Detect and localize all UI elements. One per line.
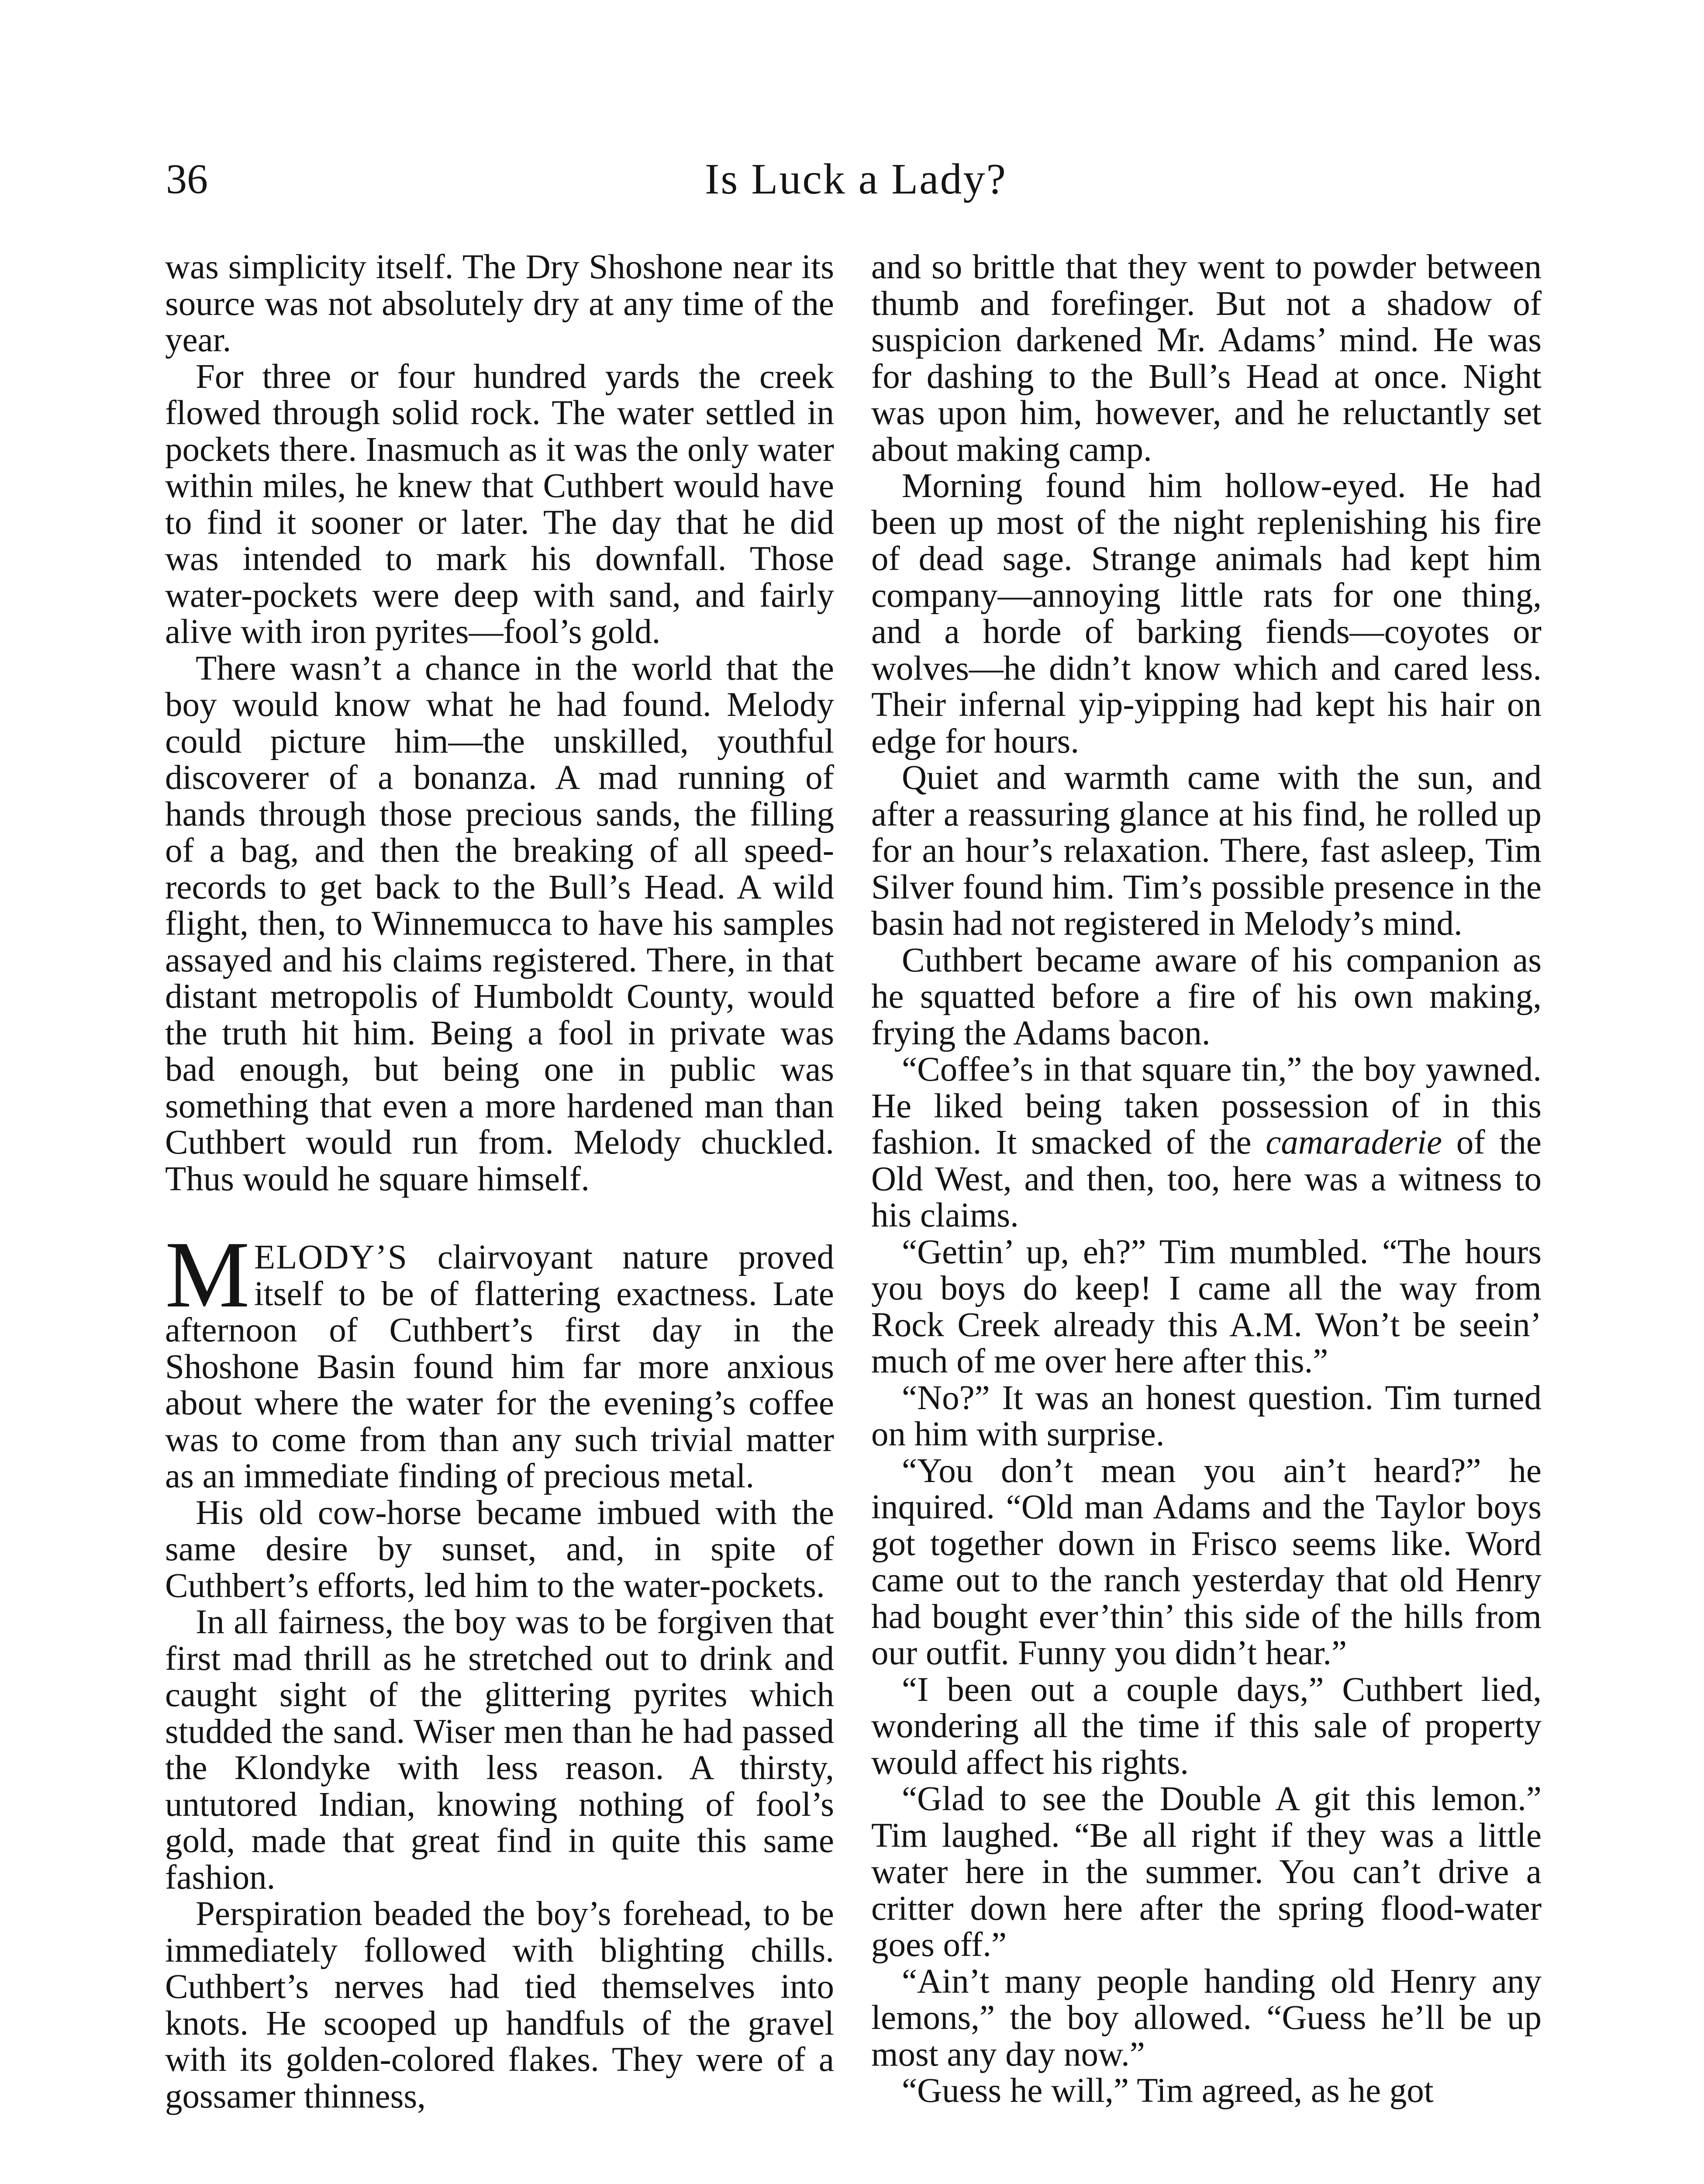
left-column [165, 249, 834, 2115]
lead-small-caps: ELODY’S [254, 1238, 408, 1276]
paragraph: Perspiration beaded the boy’s forehead, to be immediately followed with blighting chills. Cuthbert’s nerves had tied themselves into knots. He scooped up handfuls of the gravel with its golden-colored flakes. They were of a gossamer thinness, [165, 1895, 834, 2115]
italic-word: camaraderie [1266, 1123, 1442, 1161]
paragraph: Quiet and warmth came with the sun, and after a reassuring glance at his find, he rolled up for an hour’s relaxation. There, fast asleep, Tim Silver found him. Tim’s possible presence in the basin had not registered in Melody’s mind. [871, 759, 1542, 943]
paragraph-text: “Coffee’s in that square tin,” the boy yawned. He liked being taken possession of in this fashion. It smacked of the [871, 1051, 1542, 1161]
page-header [166, 149, 1546, 223]
drop-cap-letter: M [165, 1222, 250, 1327]
section-opening-text: clairvoyant nature proved itself to be of flattering exactness. Late afternoon of Cuthbert’s first day in the Shoshone Basin found him far more anxious about where the water for the evening’s coffee was to come from than any such trivial matter as an immediate finding of precious metal. [165, 1238, 834, 1495]
paragraph: For three or four hundred yards the creek flowed through solid rock. The water settled in pockets there. Inasmuch as it was the only water within miles, he knew that Cuthbert would have to find it sooner or later. The day that he did was intended to mark his downfall. Those water-pockets were deep with sand, and fairly alive with iron pyrites—fool’s gold. [165, 357, 834, 651]
paragraph-text: of the Old West, and then, too, here was a witness to his claims. [871, 1123, 1542, 1234]
paragraph: There wasn’t a chance in the world that the boy would know what he had found. Melody could picture him—the unskilled, youthful discoverer of a bonanza. A mad running of hands through those precious sands, the filling of a bag, and then the breaking of all speed-records to get back to the Bull’s Head. A wild flight, then, to Winnemucca to have his samples assayed and his claims registered. There, in that distant metropolis of Humboldt County, would the truth hit him. Being a fool in private was bad enough, but being one in public was something that even a more hardened man than Cuthbert would run from. Melody chuckled. Thus would he square himself. [165, 649, 834, 1198]
paragraph: “Gettin’ up, eh?” Tim mumbled. “The hours you boys do keep! I came all the way from Rock Creek already this A.M. Won’t be seein’ much of me over here after this.” [871, 1233, 1542, 1380]
paragraph: “You don’t mean you ain’t heard?” he inquired. “Old man Adams and the Taylor boys got together down in Frisco seems like. Word came out to the ranch yesterday that old Henry had bought ever’thin’ this side of the hills from our outfit. Funny you didn’t hear.” [871, 1451, 1542, 1672]
paragraph: “Ain’t many people handing old Henry any lemons,” the boy allowed. “Guess he’ll be up most any day now.” [871, 1962, 1542, 2073]
running-title: Is Luck a Lady? [705, 155, 1007, 203]
paragraph-continued: was simplicity itself. The Dry Shoshone near its source was not absolutely dry at any time of the year. [165, 248, 834, 359]
paragraph: “I been out a couple days,” Cuthbert lied, wondering all the time if this sale of property would affect his rights. [871, 1670, 1542, 1782]
paragraph: “No?” It was an honest question. Tim turned on him with surprise. [871, 1379, 1542, 1453]
paragraph: Morning found him hollow-eyed. He had been up most of the night replenishing his fire of dead sage. Strange animals had kept him company—annoying little rats for one thing, and a horde of barking fiends—coyotes or wolves—he didn’t know which and cared less. Their infernal yip-yipping had kept his hair on edge for hours. [871, 467, 1542, 760]
paragraph-continued: and so brittle that they went to powder between thumb and forefinger. But not a shadow of suspicion darkened Mr. Adams’ mind. He was for dashing to the Bull’s Head at once. Night was upon him, however, and he reluctantly set about making camp. [871, 248, 1542, 469]
paragraph: “Guess he will,” Tim agreed, as he got [902, 2072, 1434, 2110]
paragraph: His old cow-horse became imbued with the same desire by sunset, and, in spite of Cuthbert’s efforts, led him to the water-pockets. [165, 1493, 834, 1605]
right-column [871, 249, 1542, 2109]
page-number: 36 [166, 156, 208, 202]
paragraph: Cuthbert became aware of his companion as he squatted before a fire of his own making, frying the Adams bacon. [871, 941, 1542, 1052]
paragraph: In all fairness, the boy was to be forgiven that first mad thrill as he stretched out to drink and caught sight of the glittering pyrites which studded the sand. Wiser men than he had passed the Klondyke with less reason. A thirsty, untutored Indian, knowing nothing of fool’s gold, made that great find in quite this same fashion. [165, 1603, 834, 1897]
paragraph [871, 1051, 1542, 1234]
paragraph: “Glad to see the Double A git this lemon.” Tim laughed. “Be all right if they was a little water here in the summer. You can’t drive a critter down here after the spring flood-water goes off.” [871, 1780, 1542, 1964]
section-opening-paragraph [165, 1222, 834, 1495]
